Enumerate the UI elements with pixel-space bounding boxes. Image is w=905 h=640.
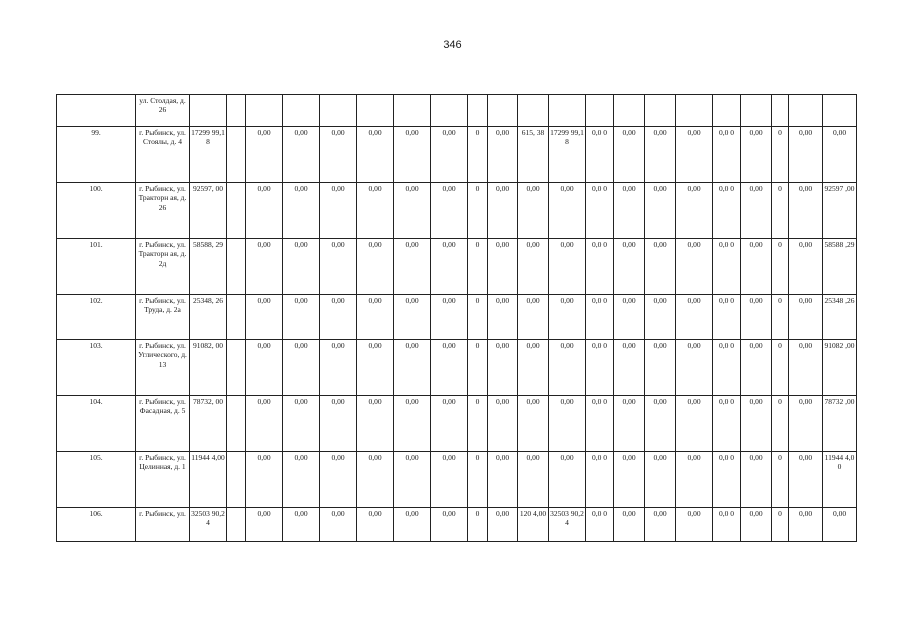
value-cell	[713, 95, 741, 127]
value-cell: 0,00	[431, 340, 468, 396]
value-cell	[394, 95, 431, 127]
value-cell: 0,00	[357, 127, 394, 183]
value-cell	[227, 239, 246, 295]
value-cell: 0,0 0	[586, 508, 614, 542]
value-cell: 0,00	[246, 295, 283, 340]
value-cell: 0,00	[789, 452, 823, 508]
page-number: 346	[443, 39, 462, 51]
value-cell: 0,00	[283, 340, 320, 396]
address-cell: г. Рыбинск, ул. Труда, д. 2а	[136, 295, 190, 340]
value-cell: 0,00	[789, 508, 823, 542]
value-cell: 0,00	[645, 396, 676, 452]
value-cell: 0,00	[246, 396, 283, 452]
capital-repair-table	[56, 94, 857, 542]
value-cell	[549, 95, 586, 127]
value-cell: 0,00	[283, 183, 320, 239]
value-cell: 0	[772, 295, 789, 340]
total-cost-cell: 58588, 29	[190, 239, 227, 295]
value-cell	[283, 95, 320, 127]
table-row	[57, 396, 857, 452]
total-cost-cell: 91082, 00	[190, 340, 227, 396]
value-cell	[357, 95, 394, 127]
value-cell: 0	[468, 127, 488, 183]
row-number-cell: 105.	[57, 452, 136, 508]
value-cell: 0,0 0	[586, 127, 614, 183]
value-cell: 0,00	[645, 295, 676, 340]
value-cell: 0,00	[357, 295, 394, 340]
value-cell	[431, 95, 468, 127]
value-cell: 0,00	[614, 295, 645, 340]
table-row	[57, 340, 857, 396]
value-cell	[227, 295, 246, 340]
value-cell: 0,00	[431, 127, 468, 183]
address-cell: г. Рыбинск, ул. Целинная, д. 1	[136, 452, 190, 508]
value-cell: 0	[772, 340, 789, 396]
value-cell: 0,00	[789, 183, 823, 239]
table-body	[57, 95, 857, 542]
value-cell: 120 4,00	[518, 508, 549, 542]
value-cell	[676, 95, 713, 127]
value-cell: 0,00	[741, 452, 772, 508]
value-cell: 0,00	[789, 340, 823, 396]
value-cell: 0,0 0	[713, 183, 741, 239]
value-cell: 0,0 0	[713, 452, 741, 508]
value-cell	[227, 127, 246, 183]
row-number-cell: 101.	[57, 239, 136, 295]
value-cell: 0,00	[614, 127, 645, 183]
value-cell: 0,0 0	[586, 452, 614, 508]
value-cell: 0,00	[645, 183, 676, 239]
value-cell: 0,00	[246, 127, 283, 183]
value-cell: 0	[468, 183, 488, 239]
address-cell: г. Рыбинск, ул. Углического, д. 13	[136, 340, 190, 396]
value-cell: 0	[772, 183, 789, 239]
value-cell: 0	[468, 508, 488, 542]
value-cell: 0,00	[394, 340, 431, 396]
value-cell: 0,00	[676, 183, 713, 239]
value-cell: 0,00	[320, 239, 357, 295]
value-cell: 0,00	[614, 340, 645, 396]
value-cell: 0,00	[741, 340, 772, 396]
value-cell	[227, 183, 246, 239]
row-number-cell: 106.	[57, 508, 136, 542]
value-cell: 0	[772, 396, 789, 452]
value-cell: 0,00	[676, 127, 713, 183]
value-cell: 0,00	[320, 295, 357, 340]
value-cell	[320, 95, 357, 127]
value-cell: 0,00	[246, 508, 283, 542]
value-cell: 0,00	[789, 396, 823, 452]
row-number-cell	[57, 95, 136, 127]
value-cell: 0,0 0	[586, 239, 614, 295]
value-cell: 0,00	[741, 183, 772, 239]
value-cell: 0,00	[283, 295, 320, 340]
value-cell: 0,00	[283, 508, 320, 542]
value-cell: 0	[468, 295, 488, 340]
table-row	[57, 239, 857, 295]
value-cell: 0,00	[614, 396, 645, 452]
total-cost-cell: 32503 90,24	[190, 508, 227, 542]
value-cell	[823, 95, 857, 127]
value-cell: 0,00	[741, 127, 772, 183]
value-cell: 0	[772, 452, 789, 508]
total-cost-cell	[190, 95, 227, 127]
value-cell: 0,00	[357, 396, 394, 452]
value-cell: 0,00	[549, 183, 586, 239]
total-cost-cell: 78732, 00	[190, 396, 227, 452]
table-row	[57, 183, 857, 239]
value-cell	[586, 95, 614, 127]
value-cell: 0,00	[488, 452, 518, 508]
value-cell: 0,00	[431, 452, 468, 508]
value-cell: 0,00	[645, 508, 676, 542]
value-cell: 17299 99,18	[549, 127, 586, 183]
value-cell: 0,00	[394, 127, 431, 183]
value-cell: 0,00	[246, 452, 283, 508]
table-row	[57, 295, 857, 340]
value-cell: 0,00	[488, 183, 518, 239]
value-cell: 0,00	[320, 396, 357, 452]
value-cell: 0,0 0	[586, 295, 614, 340]
table-row	[57, 95, 857, 127]
total-cost-cell: 17299 99,18	[190, 127, 227, 183]
address-cell: г. Рыбинск, ул. Тракторн ая, д. 26	[136, 183, 190, 239]
value-cell: 0	[772, 127, 789, 183]
value-cell: 0,00	[741, 508, 772, 542]
value-cell: 0,00	[320, 183, 357, 239]
value-cell: 0,00	[676, 396, 713, 452]
address-cell: г. Рыбинск, ул.	[136, 508, 190, 542]
value-cell: 0,00	[357, 508, 394, 542]
value-cell: 0,00	[741, 396, 772, 452]
value-cell: 0,00	[823, 127, 857, 183]
value-cell	[645, 95, 676, 127]
value-cell: 0,00	[789, 295, 823, 340]
value-cell: 0,00	[676, 340, 713, 396]
value-cell: 11944 4,00	[823, 452, 857, 508]
table-row	[57, 508, 857, 542]
value-cell	[227, 396, 246, 452]
value-cell: 0,00	[320, 340, 357, 396]
value-cell: 0,00	[645, 239, 676, 295]
value-cell: 0,00	[549, 340, 586, 396]
value-cell: 0,00	[246, 183, 283, 239]
value-cell: 0,00	[645, 127, 676, 183]
value-cell: 32503 90,24	[549, 508, 586, 542]
value-cell: 0,00	[676, 239, 713, 295]
address-cell: ул. Столдая, д. 26	[136, 95, 190, 127]
value-cell: 0,00	[518, 396, 549, 452]
table-row	[57, 452, 857, 508]
value-cell: 615, 38	[518, 127, 549, 183]
value-cell: 0,00	[518, 183, 549, 239]
value-cell: 0,00	[431, 295, 468, 340]
value-cell: 0,0 0	[586, 396, 614, 452]
value-cell: 0,00	[518, 452, 549, 508]
value-cell: 0,00	[676, 295, 713, 340]
value-cell: 0,00	[645, 452, 676, 508]
value-cell: 0,00	[741, 295, 772, 340]
row-number-cell: 100.	[57, 183, 136, 239]
value-cell	[246, 95, 283, 127]
total-cost-cell: 25348, 26	[190, 295, 227, 340]
value-cell: 0	[468, 239, 488, 295]
value-cell: 25348 ,26	[823, 295, 857, 340]
value-cell: 0,00	[676, 452, 713, 508]
value-cell: 0,0 0	[586, 340, 614, 396]
value-cell: 0,00	[488, 295, 518, 340]
row-number-cell: 103.	[57, 340, 136, 396]
value-cell	[227, 340, 246, 396]
value-cell	[468, 95, 488, 127]
value-cell: 0,0 0	[713, 295, 741, 340]
value-cell: 0,00	[320, 127, 357, 183]
value-cell: 0,00	[431, 396, 468, 452]
value-cell: 0,00	[488, 396, 518, 452]
value-cell: 0,00	[676, 508, 713, 542]
value-cell: 0,0 0	[713, 396, 741, 452]
value-cell: 0,00	[394, 508, 431, 542]
value-cell: 0,00	[320, 452, 357, 508]
value-cell: 0,00	[246, 340, 283, 396]
value-cell: 0,0 0	[586, 183, 614, 239]
value-cell: 0,00	[283, 452, 320, 508]
value-cell: 0,00	[789, 239, 823, 295]
value-cell: 0,00	[614, 239, 645, 295]
value-cell: 0,00	[357, 239, 394, 295]
value-cell: 0,00	[488, 508, 518, 542]
row-number-cell: 102.	[57, 295, 136, 340]
value-cell: 0,0 0	[713, 508, 741, 542]
value-cell: 0	[772, 508, 789, 542]
value-cell: 0	[468, 452, 488, 508]
value-cell: 0,00	[431, 183, 468, 239]
value-cell: 0,00	[488, 127, 518, 183]
value-cell: 0,00	[614, 452, 645, 508]
value-cell	[772, 95, 789, 127]
value-cell: 0,00	[789, 127, 823, 183]
value-cell: 0,00	[488, 239, 518, 295]
value-cell: 0,0 0	[713, 340, 741, 396]
value-cell: 92597 ,00	[823, 183, 857, 239]
total-cost-cell: 11944 4,00	[190, 452, 227, 508]
value-cell: 0,00	[614, 183, 645, 239]
value-cell: 0,0 0	[713, 239, 741, 295]
value-cell: 0	[468, 340, 488, 396]
value-cell: 0,00	[357, 452, 394, 508]
value-cell	[488, 95, 518, 127]
value-cell: 0,00	[357, 183, 394, 239]
value-cell: 58588 ,29	[823, 239, 857, 295]
value-cell: 0,00	[431, 508, 468, 542]
row-number-cell: 104.	[57, 396, 136, 452]
value-cell: 0,00	[549, 452, 586, 508]
value-cell: 0,00	[394, 239, 431, 295]
value-cell: 91082 ,00	[823, 340, 857, 396]
value-cell: 0,00	[394, 183, 431, 239]
value-cell: 0,00	[549, 295, 586, 340]
value-cell: 0,00	[320, 508, 357, 542]
value-cell: 0	[772, 239, 789, 295]
value-cell: 0,00	[431, 239, 468, 295]
address-cell: г. Рыбинск, ул. Стоялы, д. 4	[136, 127, 190, 183]
value-cell: 0,00	[518, 340, 549, 396]
row-number-cell: 99.	[57, 127, 136, 183]
value-cell: 0,00	[645, 340, 676, 396]
value-cell	[518, 95, 549, 127]
total-cost-cell: 92597, 00	[190, 183, 227, 239]
value-cell: 78732 ,00	[823, 396, 857, 452]
value-cell	[227, 508, 246, 542]
value-cell: 0,00	[357, 340, 394, 396]
address-cell: г. Рыбинск, ул. Фасадная, д. 5	[136, 396, 190, 452]
value-cell: 0,00	[488, 340, 518, 396]
value-cell: 0,00	[518, 295, 549, 340]
value-cell: 0,00	[283, 239, 320, 295]
table-row	[57, 127, 857, 183]
value-cell: 0,00	[394, 396, 431, 452]
value-cell: 0,00	[741, 239, 772, 295]
value-cell	[227, 452, 246, 508]
value-cell: 0,0 0	[713, 127, 741, 183]
value-cell: 0,00	[283, 127, 320, 183]
value-cell: 0,00	[246, 239, 283, 295]
value-cell	[227, 95, 246, 127]
value-cell: 0,00	[518, 239, 549, 295]
value-cell	[741, 95, 772, 127]
value-cell: 0,00	[614, 508, 645, 542]
value-cell: 0,00	[549, 396, 586, 452]
value-cell	[614, 95, 645, 127]
value-cell: 0,00	[394, 295, 431, 340]
value-cell	[789, 95, 823, 127]
address-cell: г. Рыбинск, ул. Тракторн ая, д. 2д	[136, 239, 190, 295]
value-cell: 0	[468, 396, 488, 452]
value-cell: 0,00	[823, 508, 857, 542]
value-cell: 0,00	[394, 452, 431, 508]
value-cell: 0,00	[549, 239, 586, 295]
value-cell: 0,00	[283, 396, 320, 452]
